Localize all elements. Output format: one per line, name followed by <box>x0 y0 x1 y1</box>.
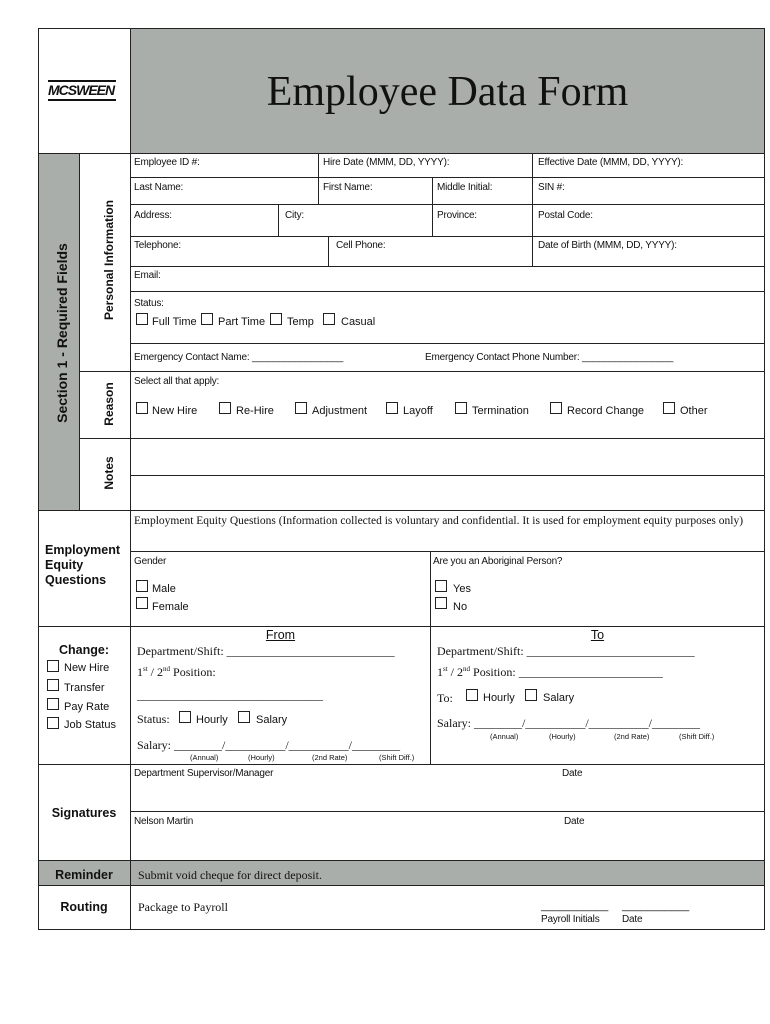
status-to-hourly-checkbox[interactable] <box>466 689 478 701</box>
change-label: Change: <box>59 643 109 657</box>
reason-new-hire-checkbox[interactable] <box>136 402 148 414</box>
status-temp-label: Temp <box>287 316 314 328</box>
salary-to-shift-caption: (Shift Diff.) <box>679 732 715 741</box>
reminder-text: Submit void cheque for direct deposit. <box>138 868 322 882</box>
reason-termination-checkbox[interactable] <box>455 402 467 414</box>
change-job-status-label: Job Status <box>64 719 116 731</box>
last-name-field[interactable]: Last Name: <box>134 182 184 193</box>
employee-id-field[interactable]: Employee ID #: <box>134 157 200 168</box>
middle-initial-field[interactable]: Middle Initial: <box>437 182 493 193</box>
status-from-label: Status: <box>137 712 170 726</box>
status-temp-checkbox[interactable] <box>270 313 282 325</box>
reason-layoff-checkbox[interactable] <box>386 402 398 414</box>
salary-to-2nd-caption: (2nd Rate) <box>614 732 650 741</box>
reminder-label: Reminder <box>55 868 113 882</box>
gender-female-checkbox[interactable] <box>136 597 148 609</box>
gender-label: Gender <box>134 556 167 567</box>
position-from-blank[interactable]: _______________________________ <box>137 688 323 702</box>
status-from-hourly-checkbox[interactable] <box>179 711 191 723</box>
email-field[interactable]: Email: <box>134 270 161 281</box>
notes-field[interactable] <box>131 439 764 509</box>
salary-from-shift-caption: (Shift Diff.) <box>379 753 415 762</box>
payroll-initials-label: Payroll Initials <box>541 914 600 925</box>
aboriginal-yes-checkbox[interactable] <box>435 580 447 592</box>
personal-info-label: Personal Information <box>102 199 116 321</box>
salary-from-field[interactable]: Salary: ________/__________/__________/________ <box>137 738 400 752</box>
payroll-date-label: Date <box>622 914 643 925</box>
first-name-field[interactable]: First Name: <box>323 182 373 193</box>
status-to-hourly-label: Hourly <box>483 692 515 704</box>
status-from-hourly-label: Hourly <box>196 714 228 726</box>
reason-adjustment-checkbox[interactable] <box>295 402 307 414</box>
payroll-date-blank[interactable]: ___________ <box>622 900 690 912</box>
status-casual-label: Casual <box>341 316 376 328</box>
effective-date-field[interactable]: Effective Date (MMM, DD, YYYY): <box>538 157 684 168</box>
status-to-salary-label: Salary <box>543 692 575 704</box>
reason-record-change-checkbox[interactable] <box>550 402 562 414</box>
section1-label: Section 1 - Required Fields <box>54 243 70 423</box>
signatures-label: Signatures <box>51 806 117 820</box>
status-part-time-label: Part Time <box>218 316 266 328</box>
status-label: Status: <box>134 298 164 309</box>
reason-adjustment-label: Adjustment <box>312 405 368 417</box>
position-to-field[interactable]: 1st / 2nd Position: ________________________ <box>437 665 663 679</box>
equity-intro: Employment Equity Questions (Information collected is voluntary and confidential. It is used for employment equity purposes only) <box>134 515 744 527</box>
signatory-date-field[interactable]: Date <box>564 816 585 827</box>
position-from-field[interactable]: 1st / 2nd Position: <box>137 665 216 679</box>
salary-from-2nd-caption: (2nd Rate) <box>312 753 348 762</box>
salary-to-hourly-caption: (Hourly) <box>549 732 576 741</box>
aboriginal-no-label: No <box>453 601 468 613</box>
gender-female-label: Female <box>152 601 189 613</box>
page-title: Employee Data Form <box>266 69 629 115</box>
reason-record-change-label: Record Change <box>567 405 645 417</box>
status-part-time-checkbox[interactable] <box>201 313 213 325</box>
reason-other-label: Other <box>680 405 708 417</box>
change-new-hire-label: New Hire <box>64 662 110 674</box>
salary-from-hourly-caption: (Hourly) <box>248 753 275 762</box>
aboriginal-yes-label: Yes <box>453 583 471 595</box>
sin-field[interactable]: SIN #: <box>538 182 565 193</box>
address-field[interactable]: Address: <box>134 210 172 221</box>
change-job-status-checkbox[interactable] <box>47 717 59 729</box>
gender-male-checkbox[interactable] <box>136 580 148 592</box>
change-pay-rate-checkbox[interactable] <box>47 698 59 710</box>
reason-rehire-checkbox[interactable] <box>219 402 231 414</box>
to-heading: To <box>590 628 605 642</box>
status-from-salary-checkbox[interactable] <box>238 711 250 723</box>
reason-rehire-label: Re-Hire <box>236 405 274 417</box>
company-logo: MCSWEEN <box>48 80 118 102</box>
reason-layoff-label: Layoff <box>403 405 433 417</box>
reason-label: Reason <box>102 382 116 426</box>
reason-other-checkbox[interactable] <box>663 402 675 414</box>
salary-to-field[interactable]: Salary: ________/__________/__________/________ <box>437 716 700 730</box>
reason-prompt: Select all that apply: <box>134 376 220 387</box>
reason-new-hire-label: New Hire <box>152 405 198 417</box>
routing-text: Package to Payroll <box>138 900 228 914</box>
hire-date-field[interactable]: Hire Date (MMM, DD, YYYY): <box>323 157 450 168</box>
equity-label: Employment Equity Questions <box>45 543 121 587</box>
city-field[interactable]: City: <box>285 210 305 221</box>
status-casual-checkbox[interactable] <box>323 313 335 325</box>
change-transfer-label: Transfer <box>64 682 105 694</box>
cell-phone-field[interactable]: Cell Phone: <box>336 240 386 251</box>
change-transfer-checkbox[interactable] <box>47 679 59 691</box>
supervisor-signature-field[interactable]: Department Supervisor/Manager <box>134 768 274 779</box>
status-to-salary-checkbox[interactable] <box>525 689 537 701</box>
dept-shift-to-field[interactable]: Department/Shift: ____________________________ <box>437 644 695 658</box>
change-new-hire-checkbox[interactable] <box>47 660 59 672</box>
signatory-name[interactable]: Nelson Martin <box>134 816 194 827</box>
postal-code-field[interactable]: Postal Code: <box>538 210 593 221</box>
supervisor-date-field[interactable]: Date <box>562 768 583 779</box>
telephone-field[interactable]: Telephone: <box>134 240 181 251</box>
dob-field[interactable]: Date of Birth (MMM, DD, YYYY): <box>538 240 677 251</box>
emergency-contact-name-field[interactable]: Emergency Contact Name: _________________ <box>134 352 344 363</box>
gender-male-label: Male <box>152 583 176 595</box>
salary-to-annual-caption: (Annual) <box>490 732 519 741</box>
payroll-initials-blank[interactable]: ___________ <box>541 900 609 912</box>
dept-shift-from-field[interactable]: Department/Shift: ____________________________ <box>137 644 395 658</box>
emergency-contact-phone-field[interactable]: Emergency Contact Phone Number: _________________ <box>425 352 674 363</box>
status-from-salary-label: Salary <box>256 714 288 726</box>
province-field[interactable]: Province: <box>437 210 477 221</box>
routing-label: Routing <box>60 900 108 914</box>
aboriginal-label: Are you an Aboriginal Person? <box>433 556 563 567</box>
from-heading: From <box>265 628 296 642</box>
notes-label: Notes <box>102 456 116 490</box>
aboriginal-no-checkbox[interactable] <box>435 597 447 609</box>
status-full-time-checkbox[interactable] <box>136 313 148 325</box>
salary-from-annual-caption: (Annual) <box>190 753 219 762</box>
change-pay-rate-label: Pay Rate <box>64 701 110 713</box>
status-full-time-label: Full Time <box>152 316 197 328</box>
to-status-label: To: <box>437 691 453 705</box>
reason-termination-label: Termination <box>472 405 529 417</box>
